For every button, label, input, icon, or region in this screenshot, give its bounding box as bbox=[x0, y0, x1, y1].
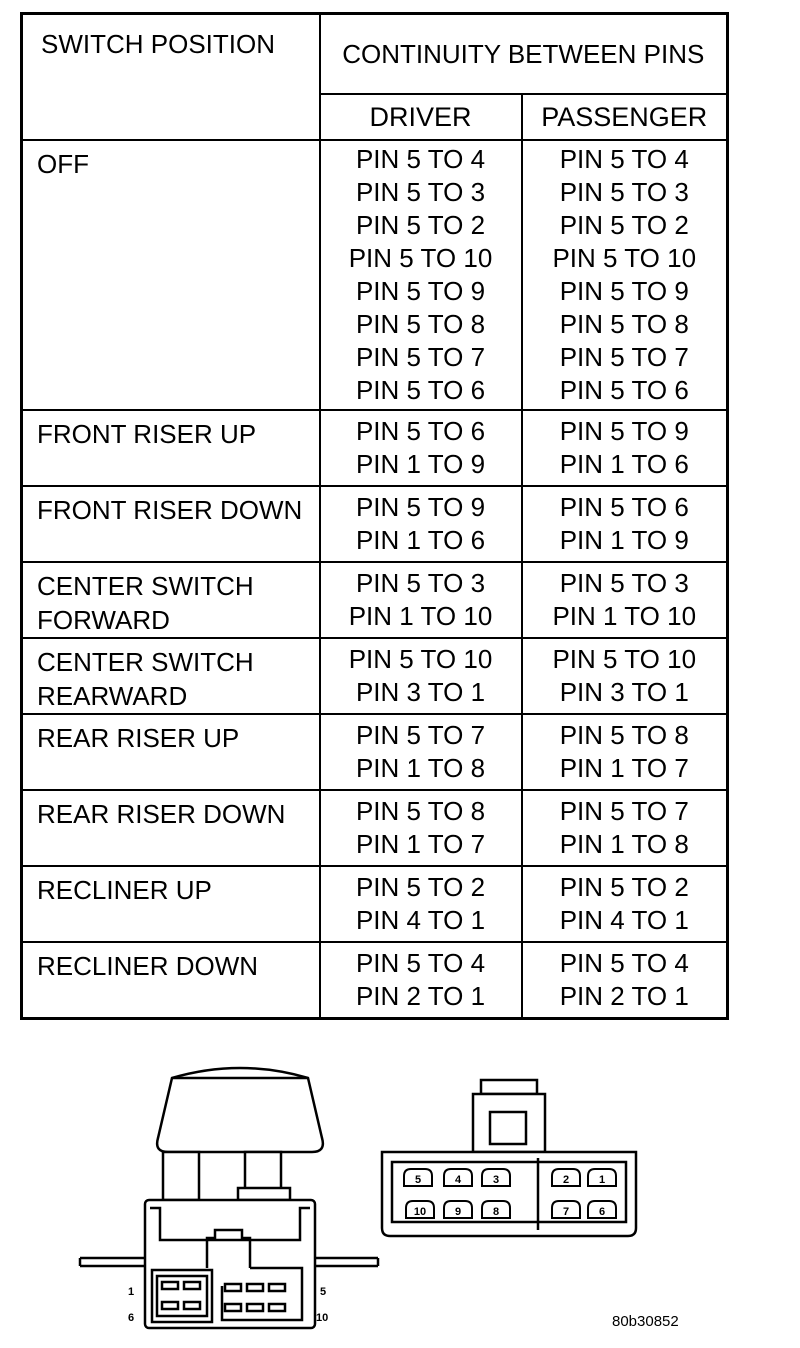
switch-position-cell: CENTER SWITCH FORWARD bbox=[22, 562, 320, 638]
switch-position-cell: RECLINER DOWN bbox=[22, 942, 320, 1018]
switch-stem-icon bbox=[163, 1152, 290, 1200]
switch-connector-diagram bbox=[0, 1040, 800, 1348]
passenger-pin-pair: PIN 5 TO 6 bbox=[559, 375, 689, 405]
driver-pin-pair: PIN 3 TO 1 bbox=[355, 677, 486, 707]
switch-label-6: 6 bbox=[128, 1312, 135, 1324]
driver-pin-pair: PIN 1 TO 10 bbox=[348, 601, 493, 631]
connector-pin-label: 5 bbox=[414, 1174, 422, 1186]
part-number: 80b30852 bbox=[612, 1313, 679, 1330]
switch-position-cell: CENTER SWITCH REARWARD bbox=[22, 638, 320, 714]
passenger-pin-pair: PIN 5 TO 2 bbox=[559, 210, 689, 240]
connector-pin-cavity bbox=[404, 1169, 432, 1186]
header-driver: DRIVER bbox=[320, 94, 522, 140]
connector-pin-label: 6 bbox=[598, 1206, 606, 1218]
driver-pin-pair: PIN 5 TO 2 bbox=[355, 210, 486, 240]
table-row bbox=[22, 486, 728, 562]
passenger-pin-pair: PIN 5 TO 7 bbox=[559, 796, 689, 826]
table-row bbox=[22, 638, 728, 714]
passenger-pin-pair: PIN 5 TO 7 bbox=[559, 342, 689, 372]
driver-pins-cell bbox=[320, 140, 522, 410]
driver-pin-pair: PIN 5 TO 9 bbox=[355, 492, 486, 522]
driver-pins-cell bbox=[320, 790, 522, 866]
connector-pin-cavity bbox=[482, 1201, 510, 1218]
table-row bbox=[22, 714, 728, 790]
table-row bbox=[22, 140, 728, 410]
passenger-pin-pair: PIN 4 TO 1 bbox=[559, 905, 689, 935]
passenger-pin-pair: PIN 5 TO 2 bbox=[559, 872, 689, 902]
driver-pin-pair: PIN 5 TO 4 bbox=[355, 947, 486, 978]
passenger-pin-pair: PIN 5 TO 3 bbox=[559, 568, 689, 598]
driver-pin-pair: PIN 5 TO 2 bbox=[355, 872, 486, 902]
passenger-pins-cell bbox=[522, 714, 728, 790]
driver-pin-pair: PIN 4 TO 1 bbox=[355, 905, 486, 935]
connector-pin-cavity bbox=[444, 1169, 472, 1186]
driver-pins-cell bbox=[320, 866, 522, 942]
connector-pin-label: 7 bbox=[562, 1206, 570, 1218]
passenger-pin-pair: PIN 5 TO 9 bbox=[559, 276, 689, 306]
table-row bbox=[22, 866, 728, 942]
continuity-table bbox=[20, 12, 729, 1020]
driver-pins-cell bbox=[320, 562, 522, 638]
table-row bbox=[22, 410, 728, 486]
passenger-pin-pair: PIN 5 TO 4 bbox=[559, 144, 689, 174]
switch-position-cell: REAR RISER UP bbox=[22, 714, 320, 790]
driver-pins-cell bbox=[320, 486, 522, 562]
connector-pin-cavity bbox=[482, 1169, 510, 1186]
passenger-pin-pair: PIN 1 TO 10 bbox=[552, 601, 697, 631]
switch-position-cell: FRONT RISER DOWN bbox=[22, 486, 320, 562]
switch-housing-icon bbox=[80, 1200, 378, 1328]
driver-pin-pair: PIN 5 TO 3 bbox=[355, 568, 486, 598]
table-row bbox=[22, 942, 728, 1018]
table-row bbox=[22, 562, 728, 638]
driver-pins-cell bbox=[320, 714, 522, 790]
driver-pin-pair: PIN 5 TO 6 bbox=[355, 416, 486, 446]
driver-pin-pair: PIN 1 TO 6 bbox=[355, 525, 486, 555]
table-row bbox=[22, 790, 728, 866]
connector-pin-label: 4 bbox=[454, 1174, 462, 1186]
connector-pin-label: 9 bbox=[454, 1206, 462, 1218]
passenger-pin-pair: PIN 3 TO 1 bbox=[559, 677, 689, 707]
switch-position-cell: RECLINER UP bbox=[22, 866, 320, 942]
connector-pin-label: 1 bbox=[598, 1174, 606, 1186]
passenger-pin-pair: PIN 5 TO 8 bbox=[559, 309, 689, 339]
passenger-pin-pair: PIN 1 TO 6 bbox=[559, 449, 689, 479]
passenger-pins-cell bbox=[522, 790, 728, 866]
connector-pin-label: 3 bbox=[492, 1174, 500, 1186]
passenger-pin-pair: PIN 1 TO 9 bbox=[559, 525, 689, 555]
driver-pin-pair: PIN 5 TO 6 bbox=[355, 375, 486, 405]
header-continuity: CONTINUITY BETWEEN PINS bbox=[320, 14, 728, 95]
driver-pin-pair: PIN 2 TO 1 bbox=[355, 980, 486, 1011]
passenger-pin-pair: PIN 5 TO 10 bbox=[552, 243, 697, 273]
driver-pin-pair: PIN 5 TO 7 bbox=[355, 342, 486, 372]
driver-pins-cell bbox=[320, 942, 522, 1018]
connector-pin-cavity bbox=[588, 1201, 616, 1218]
connector-pin-cavity bbox=[552, 1169, 580, 1186]
driver-pin-pair: PIN 5 TO 8 bbox=[355, 309, 486, 339]
header-passenger: PASSENGER bbox=[522, 94, 728, 140]
connector-pin-cavity bbox=[444, 1201, 472, 1218]
driver-pin-pair: PIN 5 TO 10 bbox=[348, 243, 493, 273]
passenger-pin-pair: PIN 5 TO 9 bbox=[559, 416, 689, 446]
driver-pin-pair: PIN 1 TO 7 bbox=[355, 829, 486, 859]
passenger-pin-pair: PIN 5 TO 3 bbox=[559, 177, 689, 207]
driver-pin-pair: PIN 5 TO 7 bbox=[355, 720, 486, 750]
passenger-pins-cell bbox=[522, 140, 728, 410]
switch-label-10: 10 bbox=[316, 1312, 329, 1324]
passenger-pins-cell bbox=[522, 942, 728, 1018]
driver-pin-pair: PIN 5 TO 4 bbox=[355, 144, 486, 174]
driver-pins-cell bbox=[320, 410, 522, 486]
passenger-pin-pair: PIN 1 TO 8 bbox=[559, 829, 689, 859]
switch-knob-icon bbox=[157, 1068, 323, 1152]
connector-pin-cavity bbox=[406, 1201, 434, 1218]
driver-pins-cell bbox=[320, 638, 522, 714]
driver-pin-pair: PIN 1 TO 8 bbox=[355, 753, 486, 783]
passenger-pin-pair: PIN 5 TO 8 bbox=[559, 720, 689, 750]
passenger-pin-pair: PIN 5 TO 10 bbox=[552, 644, 697, 674]
connector-pin-cavity bbox=[588, 1169, 616, 1186]
switch-position-cell: FRONT RISER UP bbox=[22, 410, 320, 486]
passenger-pins-cell bbox=[522, 562, 728, 638]
connector-pin-label: 8 bbox=[492, 1206, 500, 1218]
switch-label-5: 5 bbox=[320, 1286, 327, 1298]
passenger-pins-cell bbox=[522, 638, 728, 714]
passenger-pin-pair: PIN 5 TO 4 bbox=[559, 947, 689, 978]
driver-pin-pair: PIN 5 TO 9 bbox=[355, 276, 486, 306]
switch-position-cell: OFF bbox=[22, 140, 320, 410]
driver-pin-pair: PIN 5 TO 8 bbox=[355, 796, 486, 826]
passenger-pins-cell bbox=[522, 410, 728, 486]
header-switch-position: SWITCH POSITION bbox=[22, 14, 320, 141]
connector-pin-label: 10 bbox=[413, 1206, 427, 1218]
passenger-pin-pair: PIN 5 TO 6 bbox=[559, 492, 689, 522]
switch-position-cell: REAR RISER DOWN bbox=[22, 790, 320, 866]
switch-pin-block-left bbox=[152, 1270, 212, 1322]
passenger-pin-pair: PIN 2 TO 1 bbox=[559, 980, 689, 1011]
driver-pin-pair: PIN 1 TO 9 bbox=[355, 449, 486, 479]
passenger-pin-pair: PIN 1 TO 7 bbox=[559, 753, 689, 783]
passenger-pins-cell bbox=[522, 866, 728, 942]
passenger-pins-cell bbox=[522, 486, 728, 562]
table-body bbox=[22, 140, 728, 1018]
connector-pin-label: 2 bbox=[562, 1174, 570, 1186]
driver-pin-pair: PIN 5 TO 3 bbox=[355, 177, 486, 207]
connector-pin-cavity bbox=[552, 1201, 580, 1218]
switch-label-1: 1 bbox=[128, 1286, 135, 1298]
driver-pin-pair: PIN 5 TO 10 bbox=[348, 644, 493, 674]
